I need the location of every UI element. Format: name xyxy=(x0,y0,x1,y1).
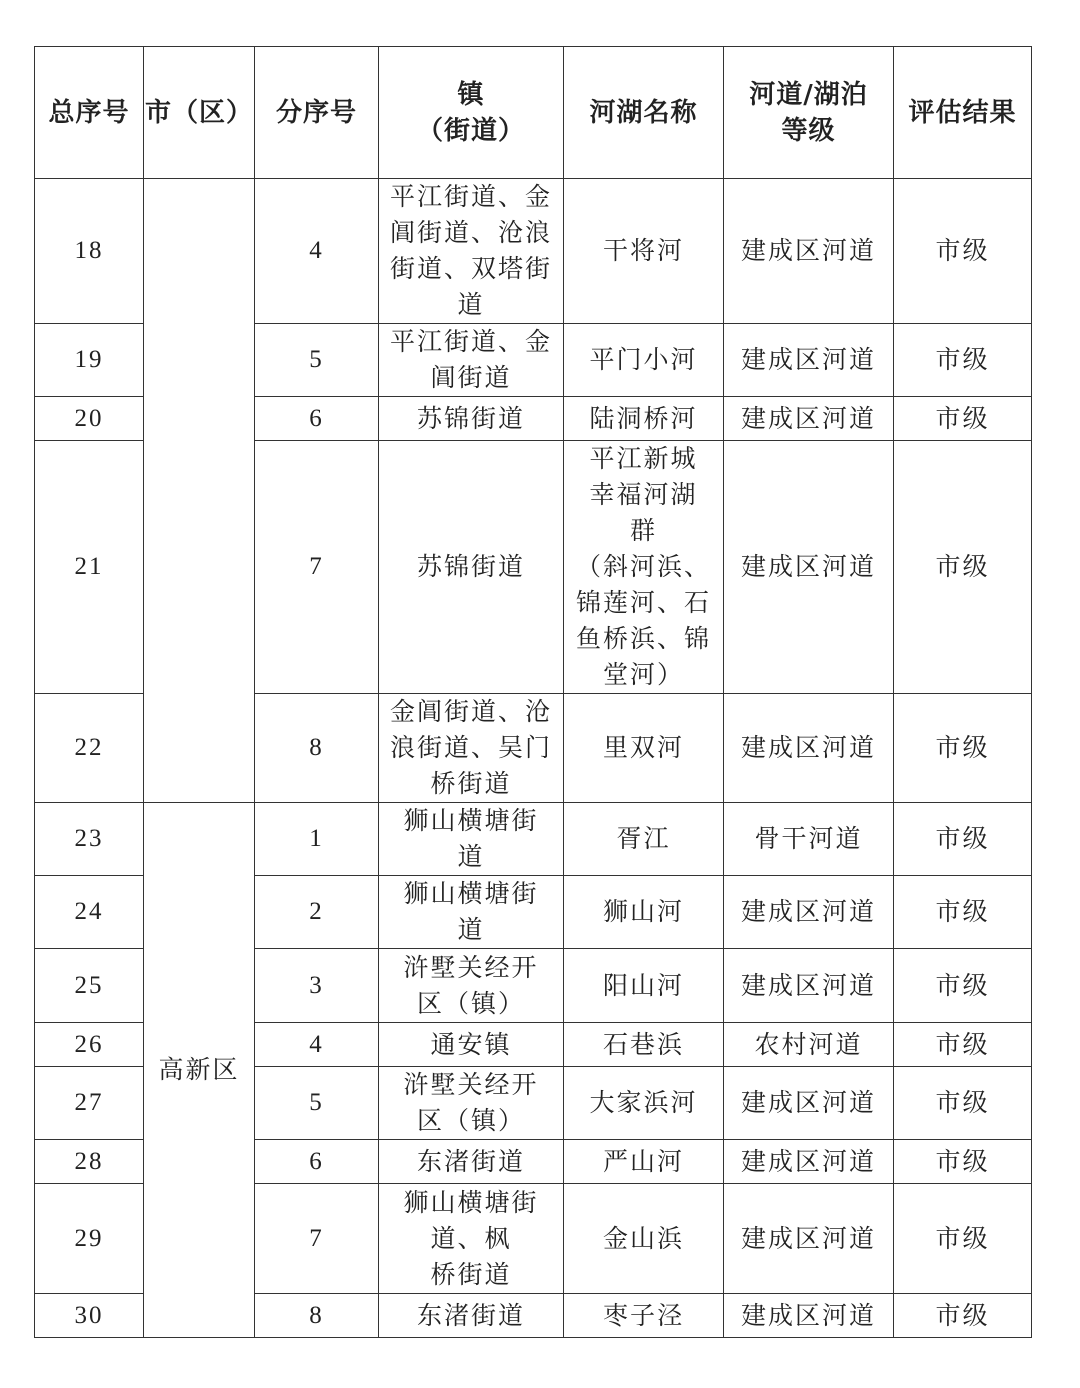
river-name-cell-text: 严山河 xyxy=(602,1146,684,1176)
town-cell xyxy=(379,1023,564,1067)
district-cell-text: 高新区 xyxy=(158,1055,240,1084)
result-cell-text: 市级 xyxy=(935,236,990,265)
sub-index-cell-text: 4 xyxy=(309,1030,324,1058)
total-index-cell-text: 25 xyxy=(74,971,104,999)
result-cell-text: 市级 xyxy=(935,1029,990,1059)
town-cell-text: 浒墅关经开 区（镇） xyxy=(403,1070,539,1135)
river-name-cell-text: 胥江 xyxy=(616,824,671,853)
result-cell-text: 市级 xyxy=(935,1223,990,1253)
river-name-cell xyxy=(564,441,724,694)
total-index-cell-text: 24 xyxy=(74,898,104,925)
result-cell-text: 市级 xyxy=(935,345,990,374)
total-index-cell xyxy=(35,876,144,949)
sub-index-cell xyxy=(255,803,379,876)
town-cell xyxy=(379,179,564,324)
sub-index-cell-text: 6 xyxy=(309,1147,324,1175)
total-index-cell-text: 28 xyxy=(74,1147,104,1175)
total-index-cell-text: 23 xyxy=(74,825,104,852)
town-cell-text: 通安镇 xyxy=(430,1029,512,1059)
total-index-cell xyxy=(35,1140,144,1184)
river-level-cell-text: 建成区河道 xyxy=(740,345,876,374)
sub-index-cell-text: 7 xyxy=(309,553,324,580)
result-cell-text: 市级 xyxy=(935,552,990,581)
total-index-cell xyxy=(35,1067,144,1140)
header-river-level: 河道/湖泊 等级 xyxy=(724,47,894,179)
river-level-cell xyxy=(724,324,894,397)
river-level-cell-text: 建成区河道 xyxy=(740,1146,876,1176)
sub-index-cell-text: 8 xyxy=(309,1301,324,1329)
town-cell-text: 平江街道、金 阊街道、沧浪 街道、双塔街 道 xyxy=(389,182,552,319)
town-cell xyxy=(379,324,564,397)
town-cell xyxy=(379,876,564,949)
river-name-cell-text: 平门小河 xyxy=(589,345,698,374)
header-town-street: 镇 （街道） xyxy=(379,47,564,179)
result-cell-text: 市级 xyxy=(935,970,990,1000)
sub-index-cell xyxy=(255,694,379,803)
sub-index-cell-text: 4 xyxy=(309,237,324,264)
river-level-cell xyxy=(724,803,894,876)
table-body xyxy=(35,179,1032,1338)
town-cell xyxy=(379,441,564,694)
result-cell xyxy=(894,876,1032,949)
town-cell-text: 浒墅关经开 区（镇） xyxy=(403,952,539,1018)
river-level-cell-text: 建成区河道 xyxy=(740,552,876,581)
total-index-cell-text: 26 xyxy=(74,1030,104,1058)
town-cell-text: 东渚街道 xyxy=(416,1146,525,1176)
sub-index-cell xyxy=(255,1140,379,1184)
result-cell xyxy=(894,324,1032,397)
result-cell xyxy=(894,694,1032,803)
result-cell-text: 市级 xyxy=(935,1088,990,1117)
river-level-cell-text: 建成区河道 xyxy=(740,1088,876,1117)
sub-index-cell xyxy=(255,949,379,1023)
river-name-cell xyxy=(564,1023,724,1067)
sub-index-cell-text: 5 xyxy=(309,346,324,373)
river-level-cell xyxy=(724,949,894,1023)
river-name-cell-text: 干将河 xyxy=(602,236,684,265)
river-name-cell-text: 平江新城 幸福河湖 群 （斜河浜、 锦莲河、石 鱼桥浜、锦 堂河） xyxy=(575,444,711,689)
table-row xyxy=(35,179,1032,324)
result-cell xyxy=(894,1023,1032,1067)
total-index-cell-text: 30 xyxy=(74,1301,104,1329)
sub-index-cell xyxy=(255,1294,379,1338)
sub-index-cell xyxy=(255,876,379,949)
total-index-cell xyxy=(35,397,144,441)
town-cell-text: 狮山横塘街 道 xyxy=(403,806,539,871)
result-cell-text: 市级 xyxy=(935,824,990,853)
river-name-cell xyxy=(564,324,724,397)
river-level-cell-text: 骨干河道 xyxy=(754,824,863,853)
sub-index-cell xyxy=(255,1067,379,1140)
result-cell xyxy=(894,441,1032,694)
river-name-cell xyxy=(564,949,724,1023)
river-name-cell-text: 里双河 xyxy=(602,733,684,762)
total-index-cell xyxy=(35,694,144,803)
total-index-cell-text: 29 xyxy=(74,1224,104,1252)
river-name-cell-text: 枣子泾 xyxy=(602,1300,684,1330)
sub-index-cell-text: 5 xyxy=(309,1089,324,1116)
river-level-cell xyxy=(724,1067,894,1140)
sub-index-cell xyxy=(255,179,379,324)
river-level-cell xyxy=(724,694,894,803)
total-index-cell-text: 27 xyxy=(74,1089,104,1116)
river-level-cell-text: 建成区河道 xyxy=(740,1223,876,1253)
river-name-cell xyxy=(564,1067,724,1140)
total-index-cell xyxy=(35,949,144,1023)
result-cell xyxy=(894,179,1032,324)
sub-index-cell-text: 3 xyxy=(309,971,324,999)
river-name-cell-text: 大家浜河 xyxy=(589,1088,698,1117)
town-cell-text: 苏锦街道 xyxy=(416,552,525,581)
river-name-cell-text: 金山浜 xyxy=(602,1223,684,1253)
total-index-cell-text: 20 xyxy=(74,404,104,432)
total-index-cell xyxy=(35,1023,144,1067)
river-level-cell-text: 建成区河道 xyxy=(740,236,876,265)
town-cell-text: 狮山横塘街 道 xyxy=(403,879,539,944)
town-cell xyxy=(379,1294,564,1338)
sub-index-cell-text: 7 xyxy=(309,1224,324,1252)
river-level-cell xyxy=(724,1294,894,1338)
river-name-cell xyxy=(564,1294,724,1338)
header-row xyxy=(35,47,1032,179)
river-name-cell xyxy=(564,1184,724,1294)
town-cell-text: 金阊街道、沧 浪街道、吴门 桥街道 xyxy=(389,697,552,798)
town-cell xyxy=(379,397,564,441)
river-name-cell-text: 狮山河 xyxy=(602,897,684,926)
sub-index-cell-text: 6 xyxy=(309,404,324,432)
result-cell-text: 市级 xyxy=(935,1300,990,1330)
sub-index-cell xyxy=(255,1023,379,1067)
river-name-cell xyxy=(564,876,724,949)
river-name-cell xyxy=(564,1140,724,1184)
sub-index-cell xyxy=(255,397,379,441)
river-level-cell xyxy=(724,876,894,949)
result-cell xyxy=(894,1140,1032,1184)
river-level-cell-text: 建成区河道 xyxy=(740,970,876,1000)
result-cell-text: 市级 xyxy=(935,733,990,762)
result-cell-text: 市级 xyxy=(935,403,990,433)
result-cell xyxy=(894,949,1032,1023)
river-level-cell xyxy=(724,1184,894,1294)
total-index-cell-text: 22 xyxy=(74,734,104,761)
total-index-cell xyxy=(35,441,144,694)
river-level-cell-text: 农村河道 xyxy=(754,1029,863,1059)
header-total-index: 总序号 xyxy=(35,47,144,179)
total-index-cell-text: 18 xyxy=(74,237,104,264)
river-name-cell-text: 石巷浜 xyxy=(602,1029,684,1059)
river-level-cell xyxy=(724,179,894,324)
river-level-cell-text: 建成区河道 xyxy=(740,1300,876,1330)
table-row xyxy=(35,803,1032,876)
river-name-cell xyxy=(564,694,724,803)
sub-index-cell xyxy=(255,324,379,397)
sub-index-cell xyxy=(255,441,379,694)
river-level-cell xyxy=(724,397,894,441)
river-level-cell-text: 建成区河道 xyxy=(740,897,876,926)
total-index-cell-text: 19 xyxy=(74,346,104,373)
district-cell xyxy=(144,803,255,1338)
result-cell xyxy=(894,803,1032,876)
total-index-cell xyxy=(35,1184,144,1294)
sub-index-cell-text: 8 xyxy=(309,734,324,761)
town-cell xyxy=(379,694,564,803)
total-index-cell xyxy=(35,324,144,397)
town-cell xyxy=(379,803,564,876)
header-sub-index: 分序号 xyxy=(255,47,379,179)
river-level-cell xyxy=(724,441,894,694)
river-assessment-table xyxy=(34,46,1032,1338)
town-cell-text: 苏锦街道 xyxy=(416,403,525,433)
town-cell xyxy=(379,1140,564,1184)
result-cell xyxy=(894,397,1032,441)
result-cell xyxy=(894,1067,1032,1140)
river-level-cell-text: 建成区河道 xyxy=(740,403,876,433)
town-cell xyxy=(379,1067,564,1140)
total-index-cell-text: 21 xyxy=(74,553,104,580)
river-name-cell-text: 阳山河 xyxy=(602,970,684,1000)
river-name-cell-text: 陆洞桥河 xyxy=(589,403,698,433)
town-cell-text: 平江街道、金 阊街道 xyxy=(389,327,552,392)
header-assessment-result: 评估结果 xyxy=(894,47,1032,179)
result-cell-text: 市级 xyxy=(935,897,990,926)
town-cell-text: 东渚街道 xyxy=(416,1300,525,1330)
header-river-name: 河湖名称 xyxy=(564,47,724,179)
river-name-cell xyxy=(564,397,724,441)
total-index-cell xyxy=(35,179,144,324)
town-cell xyxy=(379,1184,564,1294)
result-cell xyxy=(894,1184,1032,1294)
total-index-cell xyxy=(35,803,144,876)
result-cell xyxy=(894,1294,1032,1338)
town-cell-text: 狮山横塘街 道、枫 桥街道 xyxy=(403,1187,539,1289)
sub-index-cell-text: 2 xyxy=(309,898,324,925)
river-name-cell xyxy=(564,179,724,324)
sub-index-cell xyxy=(255,1184,379,1294)
total-index-cell xyxy=(35,1294,144,1338)
result-cell-text: 市级 xyxy=(935,1146,990,1176)
river-level-cell xyxy=(724,1023,894,1067)
header-city-district: 市（区） xyxy=(144,47,255,179)
district-cell xyxy=(144,179,255,803)
river-level-cell xyxy=(724,1140,894,1184)
town-cell xyxy=(379,949,564,1023)
river-level-cell-text: 建成区河道 xyxy=(740,733,876,762)
sub-index-cell-text: 1 xyxy=(309,825,324,852)
river-name-cell xyxy=(564,803,724,876)
